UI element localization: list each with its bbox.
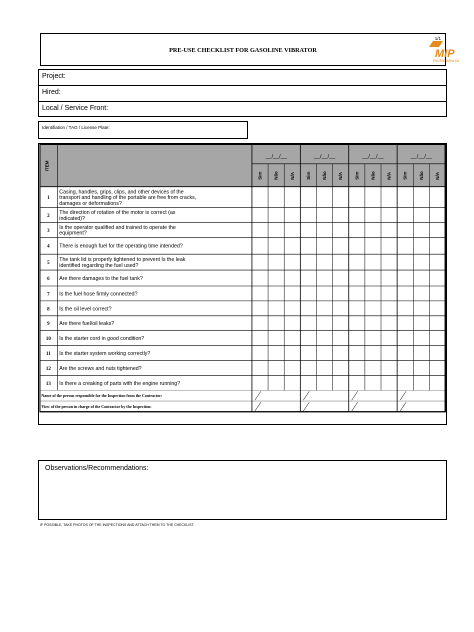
- question-text: Are the screws and nuts tightened?: [59, 365, 142, 372]
- question-text: Casing, handles, grips, clips, and other devices of the transport and handling of the portable are free from cracks, damages or deformations?: [59, 189, 197, 207]
- logo-swoosh-icon: [429, 41, 443, 47]
- hired-row[interactable]: [39, 86, 446, 102]
- item-number: 7: [47, 292, 50, 298]
- item-number: 6: [47, 277, 50, 283]
- checklist-table: [38, 143, 447, 425]
- page-number: 1/1: [434, 36, 441, 41]
- date-field: __/__/__: [362, 153, 384, 160]
- date-field: __/__/__: [313, 153, 336, 160]
- item-number: 1: [47, 196, 50, 202]
- front-label: Local / Service Front:: [42, 105, 109, 112]
- table-header-bg: [39, 144, 445, 187]
- signature-label: View of the person in charge of the Contractor by the Inspection:: [41, 404, 152, 410]
- observations-box[interactable]: [38, 460, 447, 520]
- item-number: 10: [45, 337, 51, 343]
- question-text: Are there fuel/oil leaks?: [59, 321, 115, 328]
- question-text: Is the starter system working correctly?: [59, 350, 151, 357]
- item-number: 5: [47, 261, 50, 267]
- date-field: __/__/__: [265, 153, 287, 160]
- question-text: Is there a creaking of parts with the engine running?: [59, 380, 181, 387]
- item-number: 9: [47, 322, 50, 328]
- observations-label: Observations/Recommendations:: [45, 465, 149, 472]
- column-label-n/a: N/A: [434, 172, 440, 180]
- column-label-não: Não: [418, 171, 424, 180]
- question-text: Is the operator qualified and trained to operate the equipment?: [59, 224, 176, 237]
- question-text: The tank lid is properly tightened to prevent Is the leak identified regarding the fuel used?: [59, 257, 186, 270]
- item-number: 13: [45, 381, 51, 387]
- column-label-n/a: N/A: [386, 172, 392, 180]
- question-text: The direction of rotation of the motor is correct (as indicated)?: [59, 210, 176, 222]
- signature-label: Name of the person responsible for the Inspection from the Contractor:: [41, 393, 163, 399]
- question-text: Is the fuel hose firmly connected?: [59, 291, 138, 298]
- footer-note: IF POSSIBLE, TAKE PHOTOS OF THE INSPECTIONS AND ATTACH THEM TO THE CHECKLIST.: [40, 523, 195, 527]
- item-number: 2: [47, 213, 50, 219]
- item-number: 4: [47, 244, 50, 250]
- company-logo: [425, 37, 474, 63]
- question-text: Is the starter cord in good condition?: [59, 336, 145, 343]
- item-number: 11: [46, 351, 51, 357]
- item-number: 8: [47, 307, 50, 313]
- column-label-não: Não: [322, 171, 328, 180]
- title-block: [40, 33, 460, 66]
- hired-label: Hired:: [42, 89, 61, 96]
- project-info: [38, 69, 447, 117]
- item-header: ITEM: [44, 160, 50, 172]
- column-label-não: Não: [273, 171, 279, 180]
- identification-label: Identifiation / TAG / License Plate:: [42, 125, 110, 130]
- front-row[interactable]: [39, 102, 446, 118]
- item-number: 12: [45, 366, 51, 372]
- question-text: Are there damages to the fuel tank?: [59, 276, 143, 283]
- project-row[interactable]: [39, 70, 446, 86]
- logo-text: MIP: [435, 48, 455, 60]
- question-text: There is enough fuel for the operating time intended?: [59, 243, 183, 250]
- column-label-sim: Sim: [305, 171, 311, 180]
- column-label-n/a: N/A: [289, 172, 295, 180]
- date-field: __/__/__: [410, 153, 432, 160]
- column-label-não: Não: [370, 171, 376, 180]
- item-number: 3: [47, 228, 50, 234]
- question-text: Is the oil level correct?: [59, 306, 112, 313]
- column-label-n/a: N/A: [338, 172, 344, 180]
- column-label-sim: Sim: [354, 171, 360, 180]
- project-label: Project:: [42, 73, 66, 80]
- logo-subtext: ENGENHARIA SA: [433, 59, 460, 63]
- identification-field[interactable]: [38, 121, 248, 139]
- column-label-sim: Sim: [257, 171, 263, 180]
- column-label-sim: Sim: [402, 171, 408, 180]
- page-title: PRE-USE CHECKLIST FOR GASOLINE VIBRATOR: [169, 47, 317, 54]
